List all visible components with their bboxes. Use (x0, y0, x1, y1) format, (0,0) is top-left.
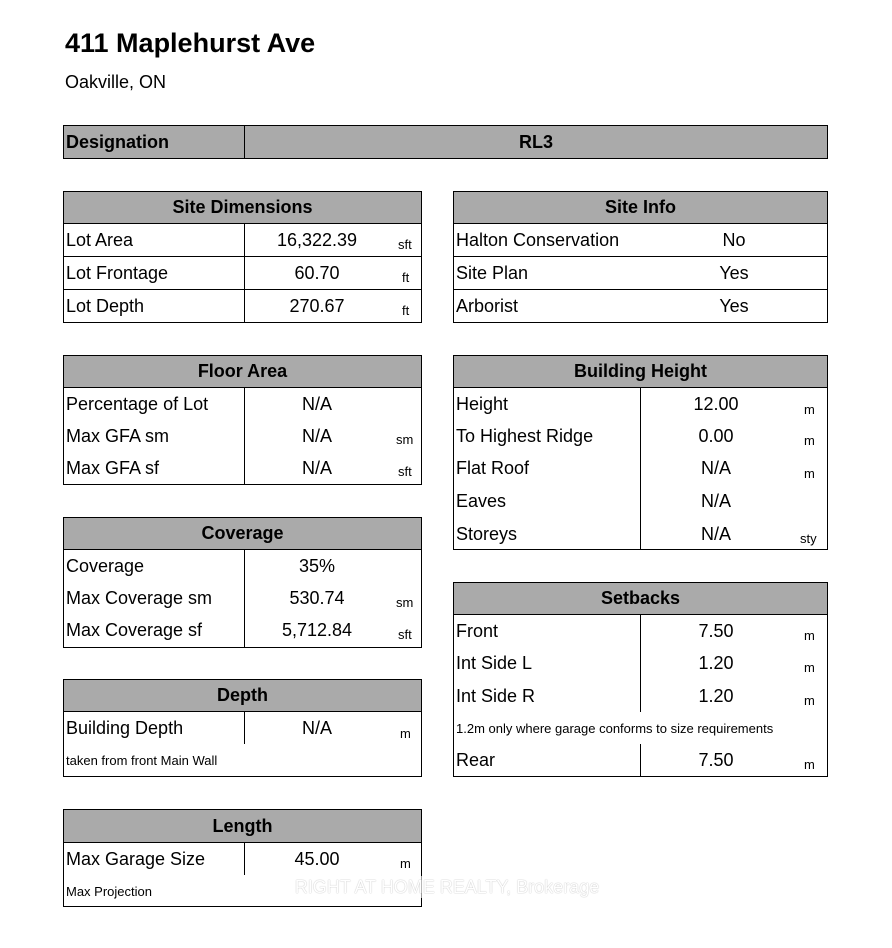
row-label: Lot Depth (66, 295, 145, 316)
row-label: Site Plan (456, 262, 529, 283)
row-unit: ft (402, 270, 410, 285)
site-dimensions-header: Site Dimensions (63, 191, 422, 224)
row-value: N/A (301, 457, 332, 478)
row-label: Front (456, 620, 499, 641)
coverage-body (63, 550, 422, 648)
table-row (63, 290, 422, 323)
row-label: Int Side R (456, 685, 536, 706)
row-label: Storeys (456, 523, 518, 544)
row-unit: sty (800, 531, 817, 546)
row-label: Flat Roof (456, 457, 530, 478)
table-row (453, 257, 828, 290)
row-label: Rear (456, 749, 496, 770)
row-label: Eaves (456, 490, 507, 511)
row-label: Max GFA sm (66, 425, 170, 446)
row-label: Height (456, 393, 509, 414)
setbacks-note: 1.2m only where garage conforms to size requirements (456, 720, 774, 736)
floor-area-body (63, 388, 422, 485)
row-value: 45.00 (294, 848, 340, 869)
row-value: N/A (301, 393, 332, 414)
depth-note: taken from front Main Wall (66, 752, 218, 768)
row-value: 12.00 (693, 393, 739, 414)
row-value: Yes (719, 262, 749, 283)
floor-area-header: Floor Area (63, 355, 422, 388)
depth-body (63, 712, 422, 777)
row-label: Lot Frontage (66, 262, 169, 283)
row-value: Yes (719, 295, 749, 316)
site-info-header: Site Info (453, 191, 828, 224)
brokerage-watermark: RIGHT AT HOME REALTY, Brokerage (268, 876, 626, 898)
property-city: Oakville, ON (65, 72, 167, 92)
row-unit: m (400, 726, 411, 741)
table-row (453, 224, 828, 257)
table-row (63, 257, 422, 290)
row-label: Halton Conservation (456, 229, 620, 250)
row-value: N/A (700, 457, 731, 478)
length-header: Length (63, 809, 422, 843)
row-unit: sm (396, 432, 414, 447)
property-address: 411 Maplehurst Ave (65, 28, 316, 58)
building-height-header: Building Height (453, 355, 828, 388)
designation-label: Designation (66, 131, 170, 152)
row-unit: m (804, 433, 815, 448)
row-label: Percentage of Lot (66, 393, 209, 414)
row-label: Lot Area (66, 229, 134, 250)
row-value: 5,712.84 (281, 619, 353, 640)
length-note: Max Projection (66, 883, 152, 899)
row-value: N/A (301, 425, 332, 446)
designation-row (63, 125, 828, 159)
row-label: Max Garage Size (66, 848, 206, 869)
row-value: N/A (301, 717, 332, 738)
row-value: 7.50 (698, 620, 734, 641)
row-label: Int Side L (456, 652, 533, 673)
setbacks-header: Setbacks (453, 582, 828, 615)
setbacks-body (453, 615, 828, 777)
row-unit: m (804, 628, 815, 643)
row-unit: m (804, 693, 815, 708)
table-row (63, 224, 422, 257)
row-unit: m (804, 660, 815, 675)
row-value: 1.20 (698, 685, 734, 706)
row-value: 60.70 (294, 262, 340, 283)
row-value: 270.67 (289, 295, 345, 316)
row-unit: m (804, 402, 815, 417)
row-label: Max Coverage sm (66, 587, 213, 608)
depth-header: Depth (63, 679, 422, 712)
row-unit: m (804, 466, 815, 481)
row-value: N/A (700, 523, 731, 544)
row-value: 35% (298, 555, 336, 576)
table-row (453, 290, 828, 323)
row-unit: ft (402, 303, 410, 318)
row-label: Building Depth (66, 717, 184, 738)
row-value: 530.74 (289, 587, 345, 608)
row-label: To Highest Ridge (456, 425, 594, 446)
row-unit: m (804, 757, 815, 772)
row-label: Coverage (66, 555, 145, 576)
building-height-body (453, 388, 828, 550)
row-unit: sft (398, 627, 412, 642)
row-value: 16,322.39 (276, 229, 358, 250)
row-value: 0.00 (698, 425, 734, 446)
row-unit: sft (398, 464, 412, 479)
row-value: N/A (700, 490, 731, 511)
coverage-header: Coverage (63, 517, 422, 550)
row-unit: sft (398, 237, 412, 252)
row-unit: sm (396, 595, 414, 610)
row-value: No (722, 229, 746, 250)
row-label: Max GFA sf (66, 457, 160, 478)
row-value: 7.50 (698, 749, 734, 770)
row-unit: m (400, 856, 411, 871)
row-value: 1.20 (698, 652, 734, 673)
row-label: Max Coverage sf (66, 619, 203, 640)
designation-value: RL3 (518, 131, 553, 152)
row-label: Arborist (456, 295, 519, 316)
